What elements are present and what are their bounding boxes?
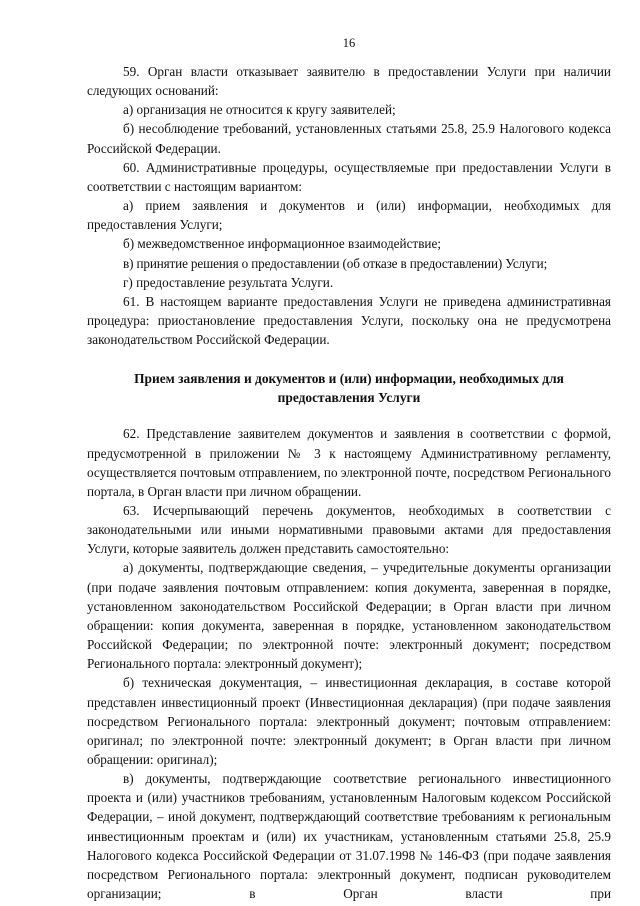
list-item-60d: г) предоставление результата Услуги. <box>123 274 334 290</box>
list-item-59b: б) несоблюдение требований, установленных статьями 25.8, 25.9 Налогового кодекса Российской Федерации. <box>87 121 611 156</box>
paragraph-60: 60. Административные процедуры, осуществляемые при предоставлении Услуги в соответствии с настоящим вариантом: <box>87 159 611 194</box>
list-item-60a: а) прием заявления и документов и (или) информации, необходимых для предоставления Услуги; <box>87 198 611 233</box>
list-item-63a: а) документы, подтверждающие сведения, – учредительные документы организации (при подаче заявления почтовым отправлением: копия документа, заверенная в порядке, установленном законодательством Российской Федерации; в Орган власти при личном обращении: копия документа, заверенная в порядке, установленном законодательством Российской Федерации; по электронной почте: электронный документ; посредством Регионального портала: электронный документ); <box>87 560 611 672</box>
page-number: 16 <box>342 36 356 50</box>
list-item-60b: б) межведомственное информационное взаимодействие; <box>123 236 441 252</box>
document-body <box>87 62 611 903</box>
paragraph-62: 62. Представление заявителем документов и заявления в соответствии с формой, предусмотренной в приложении № 3 к настоящему Административному регламенту, осуществляется почтовым отправлением, по электронной почте, посредством Регионального портала, в Орган власти при личном обращении. <box>87 426 611 499</box>
list-item-63b: б) техническая документация, – инвестиционная декларация, в составе которой представлен инвестиционный проект (Инвестиционная декларация) (при подаче заявления посредством Регионального портала: электронный документ; почтовым отправлением: оригинал; по электронной почте: электронный документ; в Орган власти при личном обращении: оригинал); <box>87 675 611 767</box>
section-heading: Прием заявления и документов и (или) информации, необходимых для предоставления Услуги <box>134 371 564 406</box>
paragraph-63: 63. Исчерпывающий перечень документов, необходимых в соответствии с законодательными или иными нормативными правовыми актами для предоставления Услуги, которые заявитель должен представить самостоятельно: <box>87 502 611 557</box>
list-item-60c: в) принятие решения о предоставлении (об отказе в предоставлении) Услуги; <box>123 255 548 271</box>
list-item-59a: а) организация не относится к кругу заявителей; <box>123 102 396 118</box>
list-item-63c: в) документы, подтверждающие соответствие регионального инвестиционного проекта и (или) участников требованиям, установленным Налоговым кодексом Российской Федерации, – иной документ, подтверждающий соответствие требованиям к региональным инвестиционным проектам и (или) их участникам, установленным статьями 25.8, 25.9 Налогового кодекса Российской Федерации от 31.07.1998 № 146-ФЗ (при подаче заявления посредством Регионального портала: электронный документ, подписан руководителем организации; в Орган власти при <box>87 771 611 902</box>
paragraph-59: 59. Орган власти отказывает заявителю в предоставлении Услуги при наличии следующих оснований: <box>87 64 611 99</box>
paragraph-61: 61. В настоящем варианте предоставления Услуги не приведена административная процедура: приостановление предоставления Услуги, поскольку она не предусмотрена законодательством Российской Федерации. <box>87 293 611 348</box>
